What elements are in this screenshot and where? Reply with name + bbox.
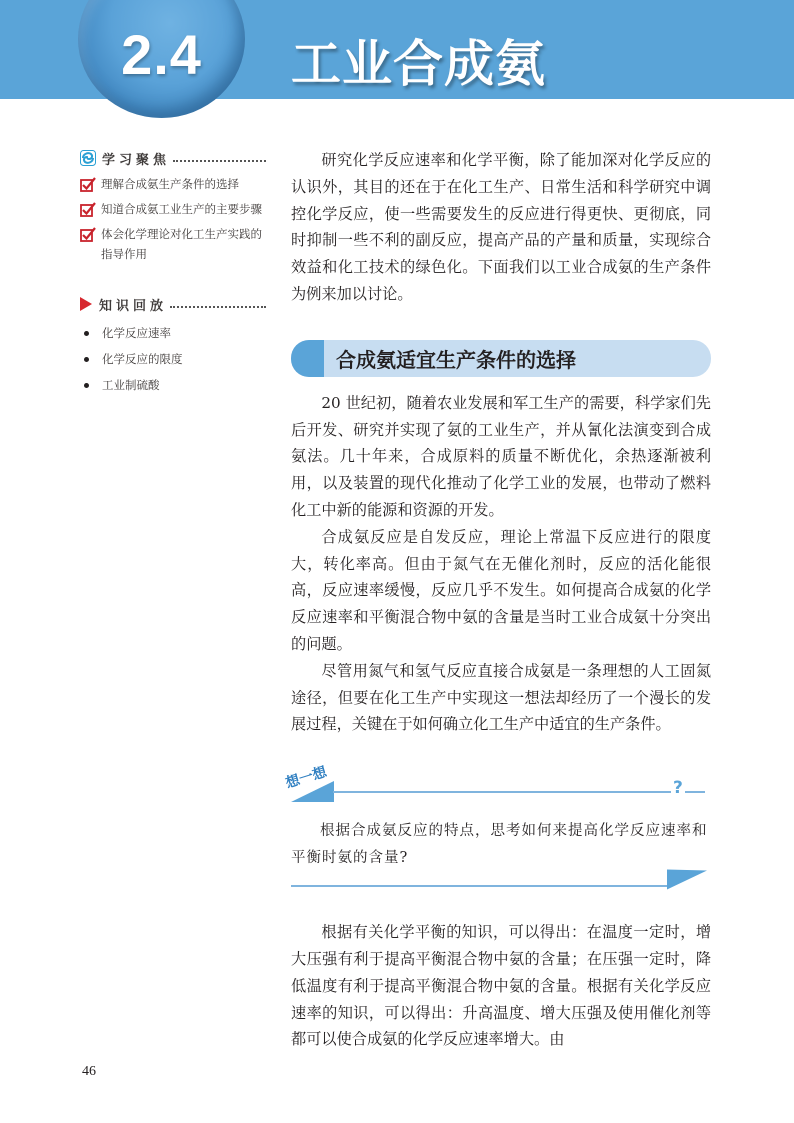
- section-title: 工业合成氨: [291, 35, 546, 93]
- think-question-text: 根据合成氨反应的特点，思考如何来提高化学反应速率和平衡时氨的含量?: [291, 823, 708, 867]
- subsection-heading: [291, 340, 711, 377]
- checkbox-checked-icon: [80, 202, 96, 217]
- page-number: 46: [82, 1064, 96, 1079]
- bullet-icon: [84, 331, 89, 336]
- dotted-leader: [173, 160, 266, 162]
- swirl-icon: [80, 150, 96, 166]
- list-item: [80, 320, 266, 346]
- list-item: [80, 346, 266, 372]
- focus-item-text: 知道合成氨工业生产的主要步骤: [101, 202, 262, 216]
- list-item: [80, 226, 266, 264]
- list-item: [80, 201, 266, 219]
- learning-focus-list: [80, 176, 266, 264]
- learning-focus-section: [80, 148, 266, 264]
- knowledge-review-title: 知识回放: [99, 298, 168, 314]
- body-paragraph: 尽管用氮气和氢气反应直接合成氨是一条理想的人工固氮途径，但要在化工生产中实现这一想法却经历了一个漫长的发展过程，关键在于如何确立化工生产中适宜的生产条件。: [291, 661, 711, 734]
- section-body: [291, 390, 711, 738]
- focus-item-text: 体会化学理论对化工生产实践的指导作用: [101, 227, 262, 261]
- bullet-icon: [84, 383, 89, 388]
- heading-accent-bar: [291, 340, 324, 377]
- review-item-text: 化学反应速率: [102, 326, 171, 340]
- list-item: [80, 176, 266, 194]
- think-bottom-rule: [291, 885, 671, 887]
- question-mark-icon: ?: [673, 778, 683, 799]
- review-item-text: 化学反应的限度: [102, 352, 183, 366]
- learning-focus-heading: [80, 148, 266, 168]
- section-number: 2.4: [121, 23, 202, 86]
- knowledge-review-list: [80, 320, 266, 398]
- list-item: [80, 372, 266, 398]
- main-content: [283, 147, 711, 1053]
- focus-item-text: 理解合成氨生产条件的选择: [101, 177, 239, 191]
- intro-paragraph: 研究化学反应速率和化学平衡，除了能加深对化学反应的认识外，其目的还在于在化工生产、日常生活和科学研究中调控化学反应，使一些需要发生的反应进行得更快、更彻底，同时抑制一些不利的副反应，提高产品的产量和质量，实现综合效益和化工技术的绿色化。下面我们以工业合成氨的生产条件为例来加以讨论。: [291, 151, 711, 303]
- body-paragraph: 合成氨反应是自发反应，理论上常温下反应进行的限度大，转化率高。但由于氮气在无催化剂时，反应的活化能很高，反应速率缓慢，反应几乎不发生。如何提高合成氨的化学反应速率和平衡混合物中氨的含量是当时工业合成氨十分突出的问题。: [291, 527, 711, 653]
- think-top-rule: [333, 791, 705, 793]
- think-label: 想一想: [283, 764, 329, 792]
- body-paragraph: 根据有关化学平衡的知识，可以得出：在温度一定时，增大压强有利于提高平衡混合物中氨的含量；在压强一定时，降低温度有利于提高平衡混合物中氨的含量。根据有关化学反应速率的知识，可以得出：升高温度、增大压强及使用催化剂等都可以使合成氨的化学反应速率增大。由: [291, 923, 711, 1049]
- triangle-right-icon: [80, 297, 92, 311]
- learning-focus-title: 学习聚焦: [102, 152, 171, 168]
- knowledge-review-section: [80, 294, 266, 398]
- sidebar: [80, 148, 266, 398]
- think-box: [283, 761, 713, 889]
- bullet-icon: [84, 357, 89, 362]
- dotted-leader: [170, 306, 266, 308]
- body-paragraph: 20 世纪初，随着农业发展和军工生产的需要，科学家们先后开发、研究并实现了氨的工业生产，并从氰化法演变到合成氨法。几十年来，合成原料的质量不断优化，余热逐渐被利用，以及装置的现代化推动了化学工业的发展，也带动了燃料化工中新的能源和资源的开发。: [291, 393, 711, 519]
- checkbox-checked-icon: [80, 227, 96, 242]
- subsection-title: 合成氨适宜生产条件的选择: [336, 347, 576, 372]
- checkbox-checked-icon: [80, 177, 96, 192]
- review-item-text: 工业制硫酸: [102, 378, 160, 392]
- knowledge-review-heading: [80, 294, 266, 314]
